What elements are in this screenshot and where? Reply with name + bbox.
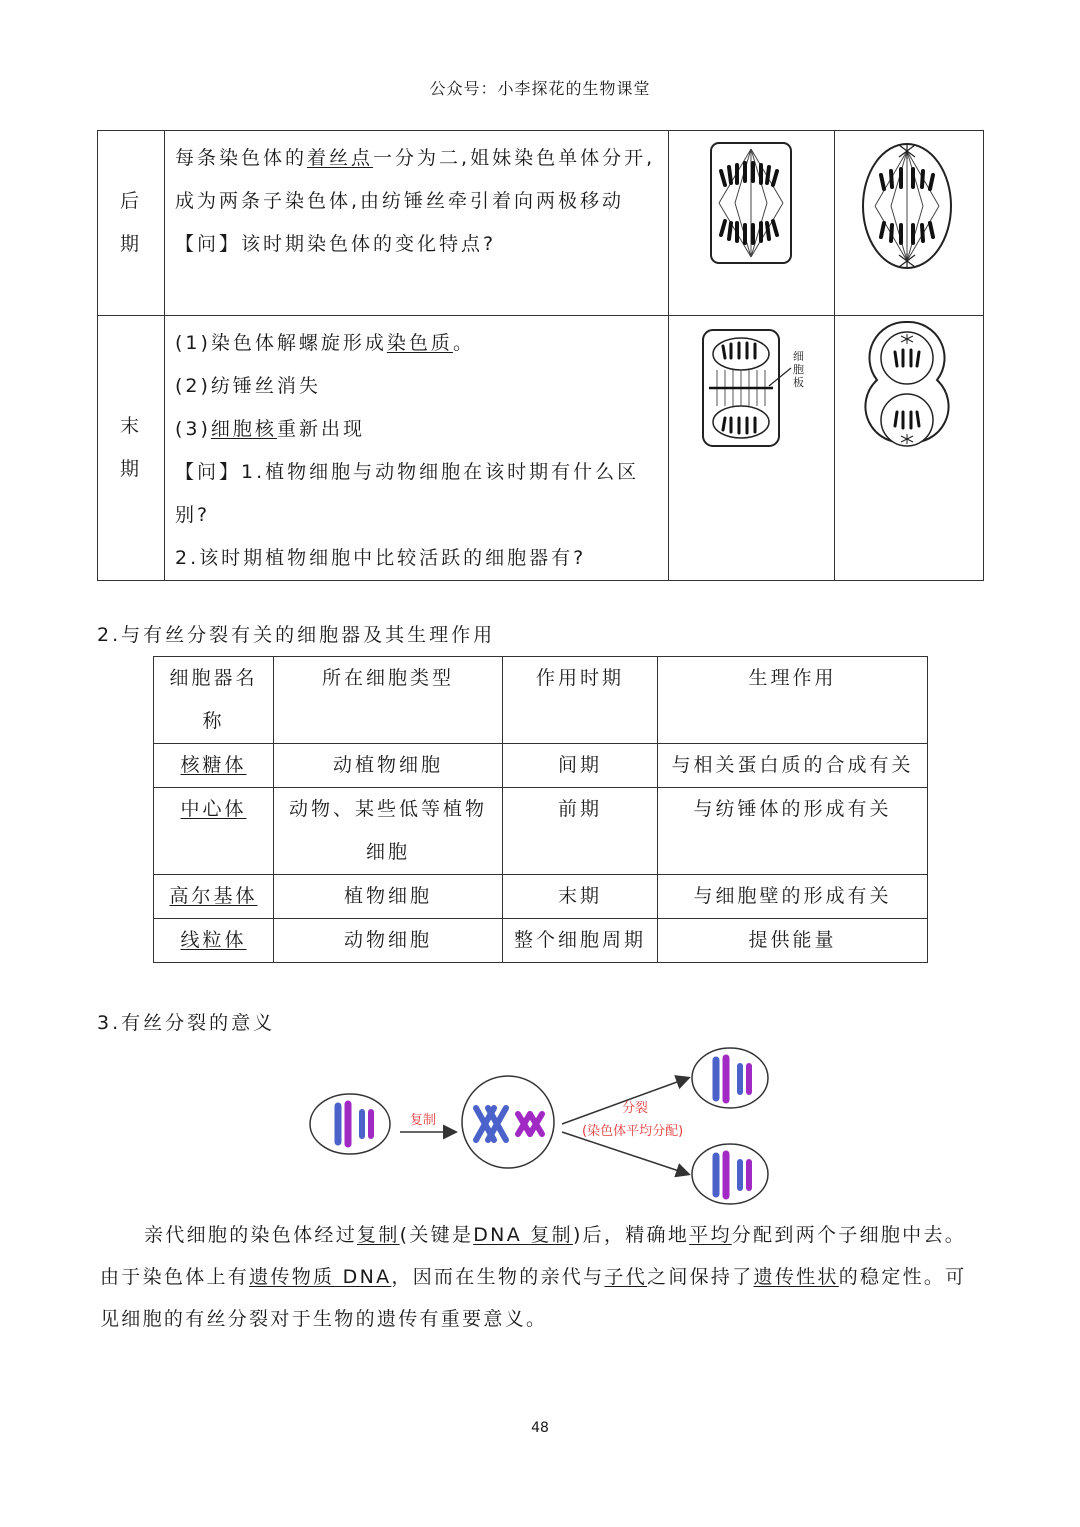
organelle-name: 中心体: [180, 798, 247, 820]
organelle-name: 线粒体: [180, 929, 247, 951]
table-row: [154, 919, 928, 963]
phase-char: 期: [119, 233, 142, 255]
plant-telophase-illustration: [669, 316, 835, 456]
table-cell: 前期: [503, 788, 658, 875]
phase-char: 末: [119, 415, 142, 437]
column-header: 细胞器名称: [154, 657, 274, 744]
page-header: 公众号：小李探花的生物课堂: [429, 79, 651, 98]
animal-anaphase-illustration: [835, 131, 984, 281]
plant-cell-image: [669, 131, 835, 316]
phase-char: 期: [119, 458, 142, 480]
animal-cell-image: [835, 316, 984, 581]
cell-plate-label: 细胞板: [793, 350, 807, 389]
table-cell: 与相关蛋白质的合成有关: [658, 744, 928, 788]
table-row: [154, 875, 928, 919]
phase-cell: [98, 316, 165, 581]
organelle-name: 高尔基体: [169, 885, 258, 907]
table-cell: 动物细胞: [274, 919, 503, 963]
replicate-label: 复制: [410, 1113, 437, 1128]
phase-description: 每条染色体的着丝点一分为二,姐妹染色单体分开, 成为两条子染色体,由纺锤丝牵引着向两极移动 【问】该时期染色体的变化特点?: [165, 131, 669, 316]
table-cell: 动物、某些低等植物细胞: [274, 788, 503, 875]
divide-label: 分裂: [622, 1101, 649, 1116]
table-cell: 末期: [503, 875, 658, 919]
table-row: [98, 316, 984, 581]
organelle-name: 核糖体: [180, 754, 247, 776]
table-row: [98, 131, 984, 316]
divide-note: (染色体平均分配): [582, 1124, 684, 1139]
phase-description: (1)染色体解螺旋形成染色质。 (2)纺锤丝消失 (3)细胞核重新出现 【问】1.植物细胞与动物细胞在该时期有什么区 别? 2.该时期植物细胞中比较活跃的细胞器有?: [165, 316, 669, 581]
section-3-title: 3.有丝分裂的意义: [97, 1012, 276, 1034]
table-header-row: [154, 657, 928, 744]
column-header: 所在细胞类型: [274, 657, 503, 744]
table-cell: 与细胞壁的形成有关: [658, 875, 928, 919]
table-row: [154, 744, 928, 788]
animal-cell-image: [835, 131, 984, 316]
phase-cell: [98, 131, 165, 316]
daughter-cell-top: [692, 1048, 768, 1108]
plant-cell-image: [669, 316, 835, 581]
table-cell: 植物细胞: [274, 875, 503, 919]
table-cell: 整个细胞周期: [503, 919, 658, 963]
animal-telophase-illustration: [835, 316, 984, 456]
significance-paragraph: 亲代细胞的染色体经过复制(关键是DNA 复制)后，精确地平均分配到两个子细胞中去。 由于染色体上有遗传物质 DNA，因而在生物的亲代与子代之间保持了遗传性状的稳定性。可 见细胞的有丝分裂对于生物的遗传有重要意义。: [100, 1224, 967, 1330]
organelle-table: [153, 656, 928, 963]
table-row: [154, 788, 928, 875]
table-cell: 与纺锤体的形成有关: [658, 788, 928, 875]
phase-table: [97, 130, 984, 581]
column-header: 作用时期: [503, 657, 658, 744]
daughter-cell-bottom: [692, 1144, 768, 1204]
table-cell: 动植物细胞: [274, 744, 503, 788]
table-cell: 间期: [503, 744, 658, 788]
page-number: 48: [531, 1420, 549, 1436]
mitosis-diagram: [300, 1040, 780, 1210]
phase-char: 后: [119, 190, 142, 212]
section-2-title: 2.与有丝分裂有关的细胞器及其生理作用: [97, 624, 496, 646]
plant-anaphase-illustration: [669, 131, 835, 281]
table-cell: 提供能量: [658, 919, 928, 963]
column-header: 生理作用: [658, 657, 928, 744]
